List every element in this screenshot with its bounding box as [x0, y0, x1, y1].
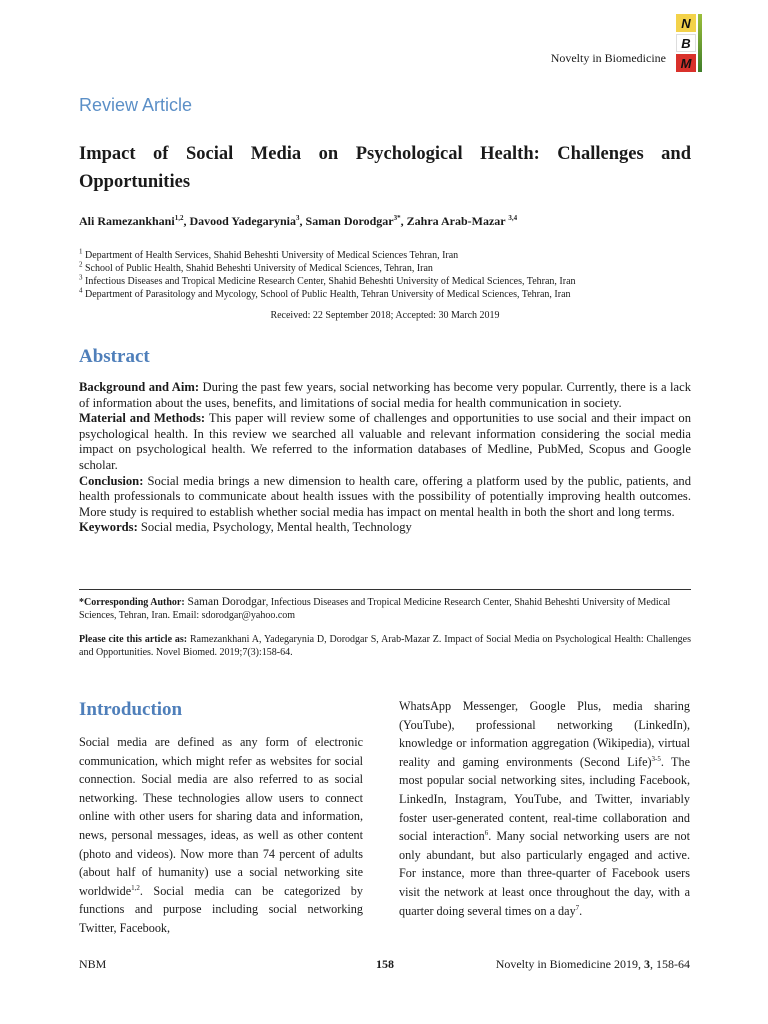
author-affil-sup: 1,2 [174, 214, 184, 222]
introduction-heading: Introduction [79, 699, 183, 720]
author-name: Saman Dorodgar [305, 214, 394, 228]
citation-text: Ramezankhani A, Yadegarynia D, Dorodgar S, Arab-Mazar Z. Impact of Social Media on Psychological Health: Challenges and Opportunities. Novel Biomed. 2019;7(3):158-64. [79, 634, 691, 658]
author-affil-sup: 3,4 [508, 214, 518, 222]
abstract-background-text: During the past few years, social networking has become very popular. Currently, there is a lack of information about the uses, benefits, and limitations of social media for health communication in society. [79, 380, 691, 410]
citation-label: Please cite this article as: [79, 634, 188, 645]
author-name: Ali Ramezankhani [79, 214, 175, 228]
author-name: Davood Yadegarynia [189, 214, 297, 228]
logo-strip [698, 14, 702, 72]
abstract-keywords [79, 520, 691, 536]
intro-text: . [579, 903, 583, 918]
footer-citation [496, 957, 690, 972]
abstract-methods [79, 411, 691, 473]
citation-ref: 3-5 [651, 754, 661, 763]
footer-journal-abbrev: NBM [79, 957, 107, 971]
affiliation [79, 273, 576, 287]
corresponding-author [79, 596, 691, 622]
affiliation-number: 3 [79, 273, 83, 282]
abstract-background-label: Background and Aim: [79, 380, 200, 394]
author-sep: , [183, 214, 190, 228]
page-number: 158 [376, 957, 394, 971]
abstract-conclusion-text: Social media brings a new dimension to health care, offering a platform used by the public, patients, and health professionals to communicate about health issues with the possibility of potentially improving health outcomes. More study is required to establish whether social media has impact on mental health in both the short and long terms. [79, 473, 691, 519]
intro-text: . Social media can be categorized by functions and purpose including social networking Twitter, Facebook, [79, 883, 363, 935]
corresponding-name: Saman Dorodgar [184, 596, 266, 608]
affiliation-text: School of Public Health, Shahid Beheshti University of Medical Sciences, Tehran, Iran [82, 263, 433, 274]
affiliation-number: 2 [79, 260, 83, 269]
article-type: Review Article [79, 95, 193, 115]
footer-citation-a: Novelty in Biomedicine 2019, [495, 957, 644, 971]
abstract-heading: Abstract [79, 346, 150, 367]
intro-text: WhatsApp Messenger, Google Plus, media sharing (YouTube), professional networking (LinkedIn), knowledge or information aggregation (Wikipedia), virtual reality and gaming environments (Second Life) [399, 699, 690, 769]
intro-text: Social media are defined as any form of electronic communication, which might refer as websites for social connection. Social media are also referred to as social networking. These technologies allow users to connect online with other users for sharing data and information, news, personal messages, ideas, as well as other content (photo and videos). Now more than 74 percent of adults (about half of humanity) use a social networking site worldwide [79, 735, 363, 898]
author-affil-sup: 3 [296, 214, 300, 222]
footer-citation-b: , 158-64 [650, 957, 690, 971]
abstract-methods-label: Material and Methods: [79, 411, 206, 426]
logo-letter-n: N [676, 14, 696, 32]
author-list [79, 214, 517, 229]
affiliation [79, 260, 433, 274]
footer-volume: 3 [644, 957, 650, 971]
received-dates: Received: 22 September 2018; Accepted: 30 March 2019 [270, 310, 500, 321]
journal-name: Novelty in Biomedicine [550, 51, 666, 65]
logo-letter-m: M [676, 54, 696, 72]
author-affil-sup: 3* [393, 214, 401, 222]
affiliation [79, 247, 459, 261]
author-sep: , [400, 214, 407, 228]
affiliation-text: Infectious Diseases and Tropical Medicine Research Center, Shahid Beheshti University of Medical Sciences, Tehran, Iran [82, 276, 576, 287]
affiliation-number: 4 [79, 286, 83, 295]
abstract-keywords-text: Social media, Psychology, Mental health, Technology [137, 520, 412, 535]
introduction-left-column [79, 733, 363, 938]
affiliation-text: Department of Parasitology and Mycology, School of Public Health, Tehran University of Medical Sciences, Tehran, Iran [82, 289, 571, 300]
author-name: Zahra Arab-Mazar [406, 214, 509, 228]
affiliation-number: 1 [79, 247, 83, 256]
intro-text: . The most popular social networking sites, including Facebook, LinkedIn, Instagram, YouTube, and Twitter, invariably foster user-generated content, real-time collaboration and social interaction [399, 754, 690, 844]
divider [79, 589, 691, 590]
citation-ref: 6 [484, 829, 489, 838]
abstract-conclusion [79, 474, 691, 521]
abstract-keywords-label: Keywords: [79, 520, 138, 535]
article-title: Impact of Social Media on Psychological Health: Challenges and Opportunities [79, 144, 691, 192]
journal-logo [676, 14, 696, 74]
corresponding-text: , Infectious Diseases and Tropical Medicine Research Center, Shahid Beheshti University of Medical Sciences, Tehran, Iran. Email: sdorodgar@yahoo.com [79, 597, 671, 621]
affiliation-text: Department of Health Services, Shahid Beheshti University of Medical Sciences Tehran, Iran [82, 250, 459, 261]
logo-letter-b: B [676, 34, 696, 52]
corresponding-label: *Corresponding Author: [79, 597, 185, 608]
citation-ref: 7 [575, 903, 580, 912]
introduction-right-column [399, 697, 690, 920]
author-sep: , [299, 214, 306, 228]
abstract-body [79, 380, 691, 536]
citation [79, 633, 691, 659]
citation-ref: 1,2 [131, 883, 140, 892]
affiliation [79, 286, 571, 300]
abstract-conclusion-label: Conclusion: [79, 473, 144, 488]
abstract-background [79, 380, 691, 411]
intro-text: . Many social networking users are not only abundant, but also particularly engaged and active. For instance, more than three-quarter of Facebook users visit the network at least once throughout the day, with a quarter doing several times on a day [399, 829, 690, 918]
abstract-methods-text: This paper will review some of challenges and opportunities to use social and their impact on psychological health. In this review we searched all valuable and relevant information considering the social media impact on psychological health. We referred to the information databases of Medline, PubMed, Scopus and Google scholar. [79, 411, 692, 472]
